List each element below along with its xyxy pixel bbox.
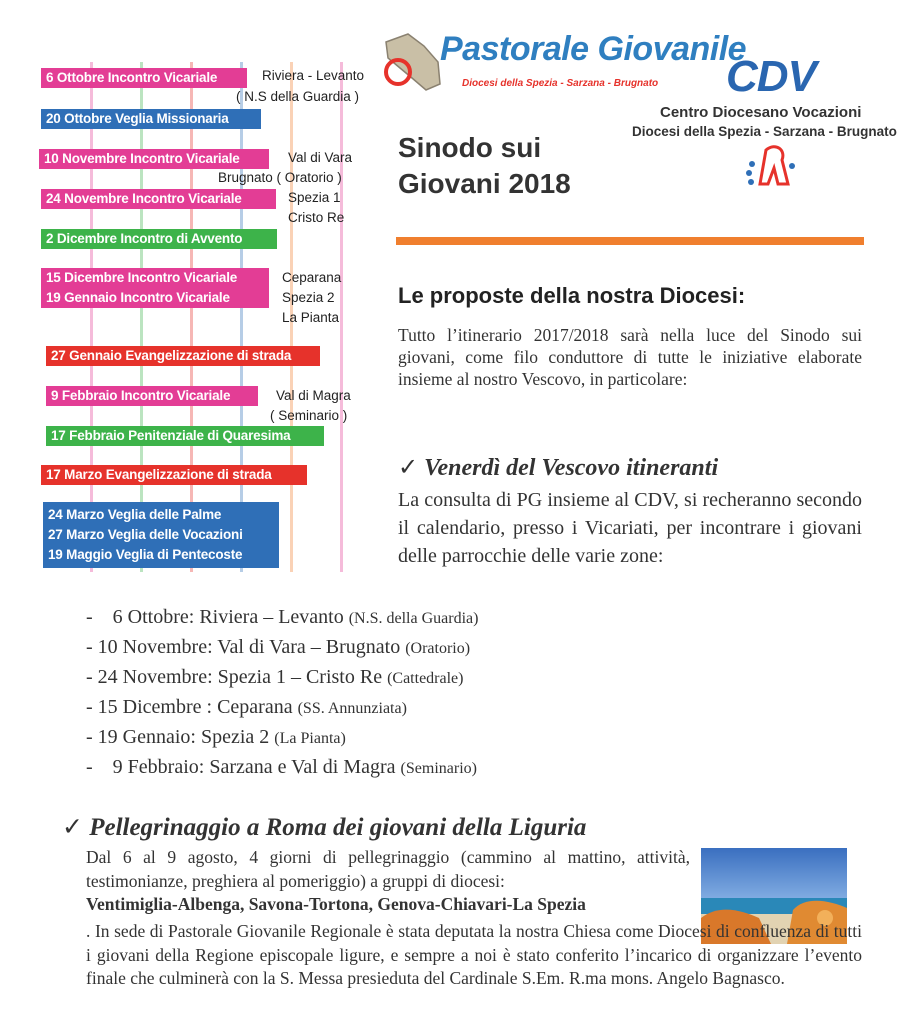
date-note: (La Pianta) [274, 730, 346, 747]
calendar-event: 2 Dicembre Incontro di Avvento [41, 229, 277, 249]
calendar-event: 24 Novembre Incontro Vicariale [41, 189, 276, 209]
venerdi-heading [398, 453, 718, 482]
date-item [86, 693, 478, 723]
grid-line [340, 62, 343, 572]
date-text: 15 Dicembre : Ceparana [97, 696, 298, 718]
pellegrinaggio-p2: . In sede di Pastorale Giovanile Regionale è stata deputata la nostra Chiesa come Diocesi di confluenza di tutti i giovani della Regione episcopale ligure, e sempre a noi è stato conferito l’incarico di organizzare l’evento finale che culminerà con la S. Messa presieduta del Cardinale S.Em. R.ma mons. Angelo Bagnasco. [86, 921, 862, 988]
proposte-intro: Tutto l’itinerario 2017/2018 sarà nella luce del Sinodo sui giovani, come filo conduttore di tutte le iniziative elaborate insieme al nostro Vescovo, in particolare: [398, 325, 862, 389]
calendar-event: 24 Marzo Veglia delle Palme [48, 507, 222, 522]
venerdi-title: Venerdì del Vescovo itineranti [424, 455, 719, 481]
calendar-location: Ceparana [282, 270, 342, 285]
date-bullet: - [86, 756, 113, 778]
calendar-location: Val di Vara [288, 150, 353, 165]
calendar-location: Spezia 1 [288, 190, 341, 205]
grid-line [90, 62, 93, 572]
calendar-location: Brugnato ( Oratorio ) [218, 170, 342, 185]
date-note: (Seminario) [400, 760, 477, 777]
date-note: (Oratorio) [405, 640, 471, 657]
title-line: Giovani 2018 [398, 168, 571, 199]
calendar-event: 20 Ottobre Veglia Missionaria [41, 109, 261, 129]
calendar-location: ( N.S della Guardia ) [236, 89, 360, 104]
date-bullet: - [86, 606, 113, 628]
pellegrinaggio-dioceses: Ventimiglia-Albenga, Savona-Tortona, Genova-Chiavari-La Spezia [86, 894, 586, 914]
pellegrinaggio-title: Pellegrinaggio a Roma dei giovani della Liguria [89, 814, 587, 841]
date-bullet: - [86, 636, 98, 658]
page-title [398, 130, 571, 202]
date-text: 10 Novembre: Val di Vara – Brugnato [97, 636, 406, 658]
check-icon: ✓ [398, 455, 419, 481]
date-note: (N.S. della Guardia) [348, 610, 479, 627]
pellegrinaggio-p1: Dal 6 al 9 agosto, 4 giorni di pellegrinaggio (cammino al mattino, attività, testimonianze, preghiera al pomeriggio) a gruppi di diocesi: [86, 847, 690, 891]
date-bullet: - [86, 726, 98, 748]
date-item [86, 663, 478, 693]
logo-subtitle: Diocesi della Spezia - Sarzana - Brugnato [462, 78, 659, 89]
map-logo-icon [378, 28, 448, 98]
calendar-event-group [43, 502, 279, 568]
dates-list [86, 603, 478, 783]
calendar-event: 19 Maggio Veglia di Pentecoste [48, 547, 243, 562]
grid-line [190, 62, 193, 572]
title-line: Sinodo sui [398, 132, 542, 163]
calendar-event: 17 Febbraio Penitenziale di Quaresima [46, 426, 324, 446]
calendar-location: ( Seminario ) [270, 408, 348, 423]
date-note: (SS. Annunziata) [297, 700, 407, 717]
date-text: 19 Gennaio: Spezia 2 [97, 726, 275, 748]
calendar-event: 10 Novembre Incontro Vicariale [39, 149, 269, 169]
date-bullet: - [86, 666, 98, 688]
cdv-logo: CDV [726, 52, 816, 101]
date-item [86, 633, 478, 663]
date-text: 9 Febbraio: Sarzana e Val di Magra [112, 756, 401, 778]
diocesi-label: Diocesi della Spezia - Sarzana - Brugnato [632, 124, 897, 139]
calendar-location: Cristo Re [288, 210, 345, 225]
grid-line [240, 62, 243, 572]
calendar-event: 19 Gennaio Incontro Vicariale [41, 288, 269, 308]
date-item [86, 723, 478, 753]
calendar-event: 15 Dicembre Incontro Vicariale [41, 268, 269, 288]
centro-label: Centro Diocesano Vocazioni [660, 104, 862, 121]
grid-line [140, 62, 143, 572]
calendar-event: 27 Marzo Veglia delle Vocazioni [48, 527, 243, 542]
date-note: (Cattedrale) [387, 670, 464, 687]
logo-title: Pastorale Giovanile [440, 30, 747, 68]
proposte-heading: Le proposte della nostra Diocesi: [398, 283, 746, 308]
date-text: 6 Ottobre: Riviera – Levanto [112, 606, 349, 628]
venerdi-text: La consulta di PG insieme al CDV, si recheranno secondo il calendario, presso i Vicariati, per incontrare i giovani delle parrocchie delle varie zone: [398, 489, 862, 567]
calendar-event: 6 Ottobre Incontro Vicariale [41, 68, 247, 88]
orange-divider [396, 237, 864, 245]
calendar-event: 27 Gennaio Evangelizzazione di strada [46, 346, 320, 366]
date-bullet: - [86, 696, 98, 718]
calendar-event: 17 Marzo Evangelizzazione di strada [41, 465, 307, 485]
calendar-location: Riviera - Levanto [262, 68, 365, 83]
calendar-location: La Pianta [282, 310, 340, 325]
cdv-emblem-icon [742, 140, 802, 192]
calendar-event: 9 Febbraio Incontro Vicariale [46, 386, 258, 406]
date-item [86, 753, 478, 783]
calendar-location: Spezia 2 [282, 290, 335, 305]
date-item [86, 603, 478, 633]
check-icon: ✓ [62, 814, 83, 841]
calendar-location: Val di Magra [276, 388, 351, 403]
date-text: 24 Novembre: Spezia 1 – Cristo Re [97, 666, 388, 688]
pellegrinaggio-heading [62, 812, 586, 842]
